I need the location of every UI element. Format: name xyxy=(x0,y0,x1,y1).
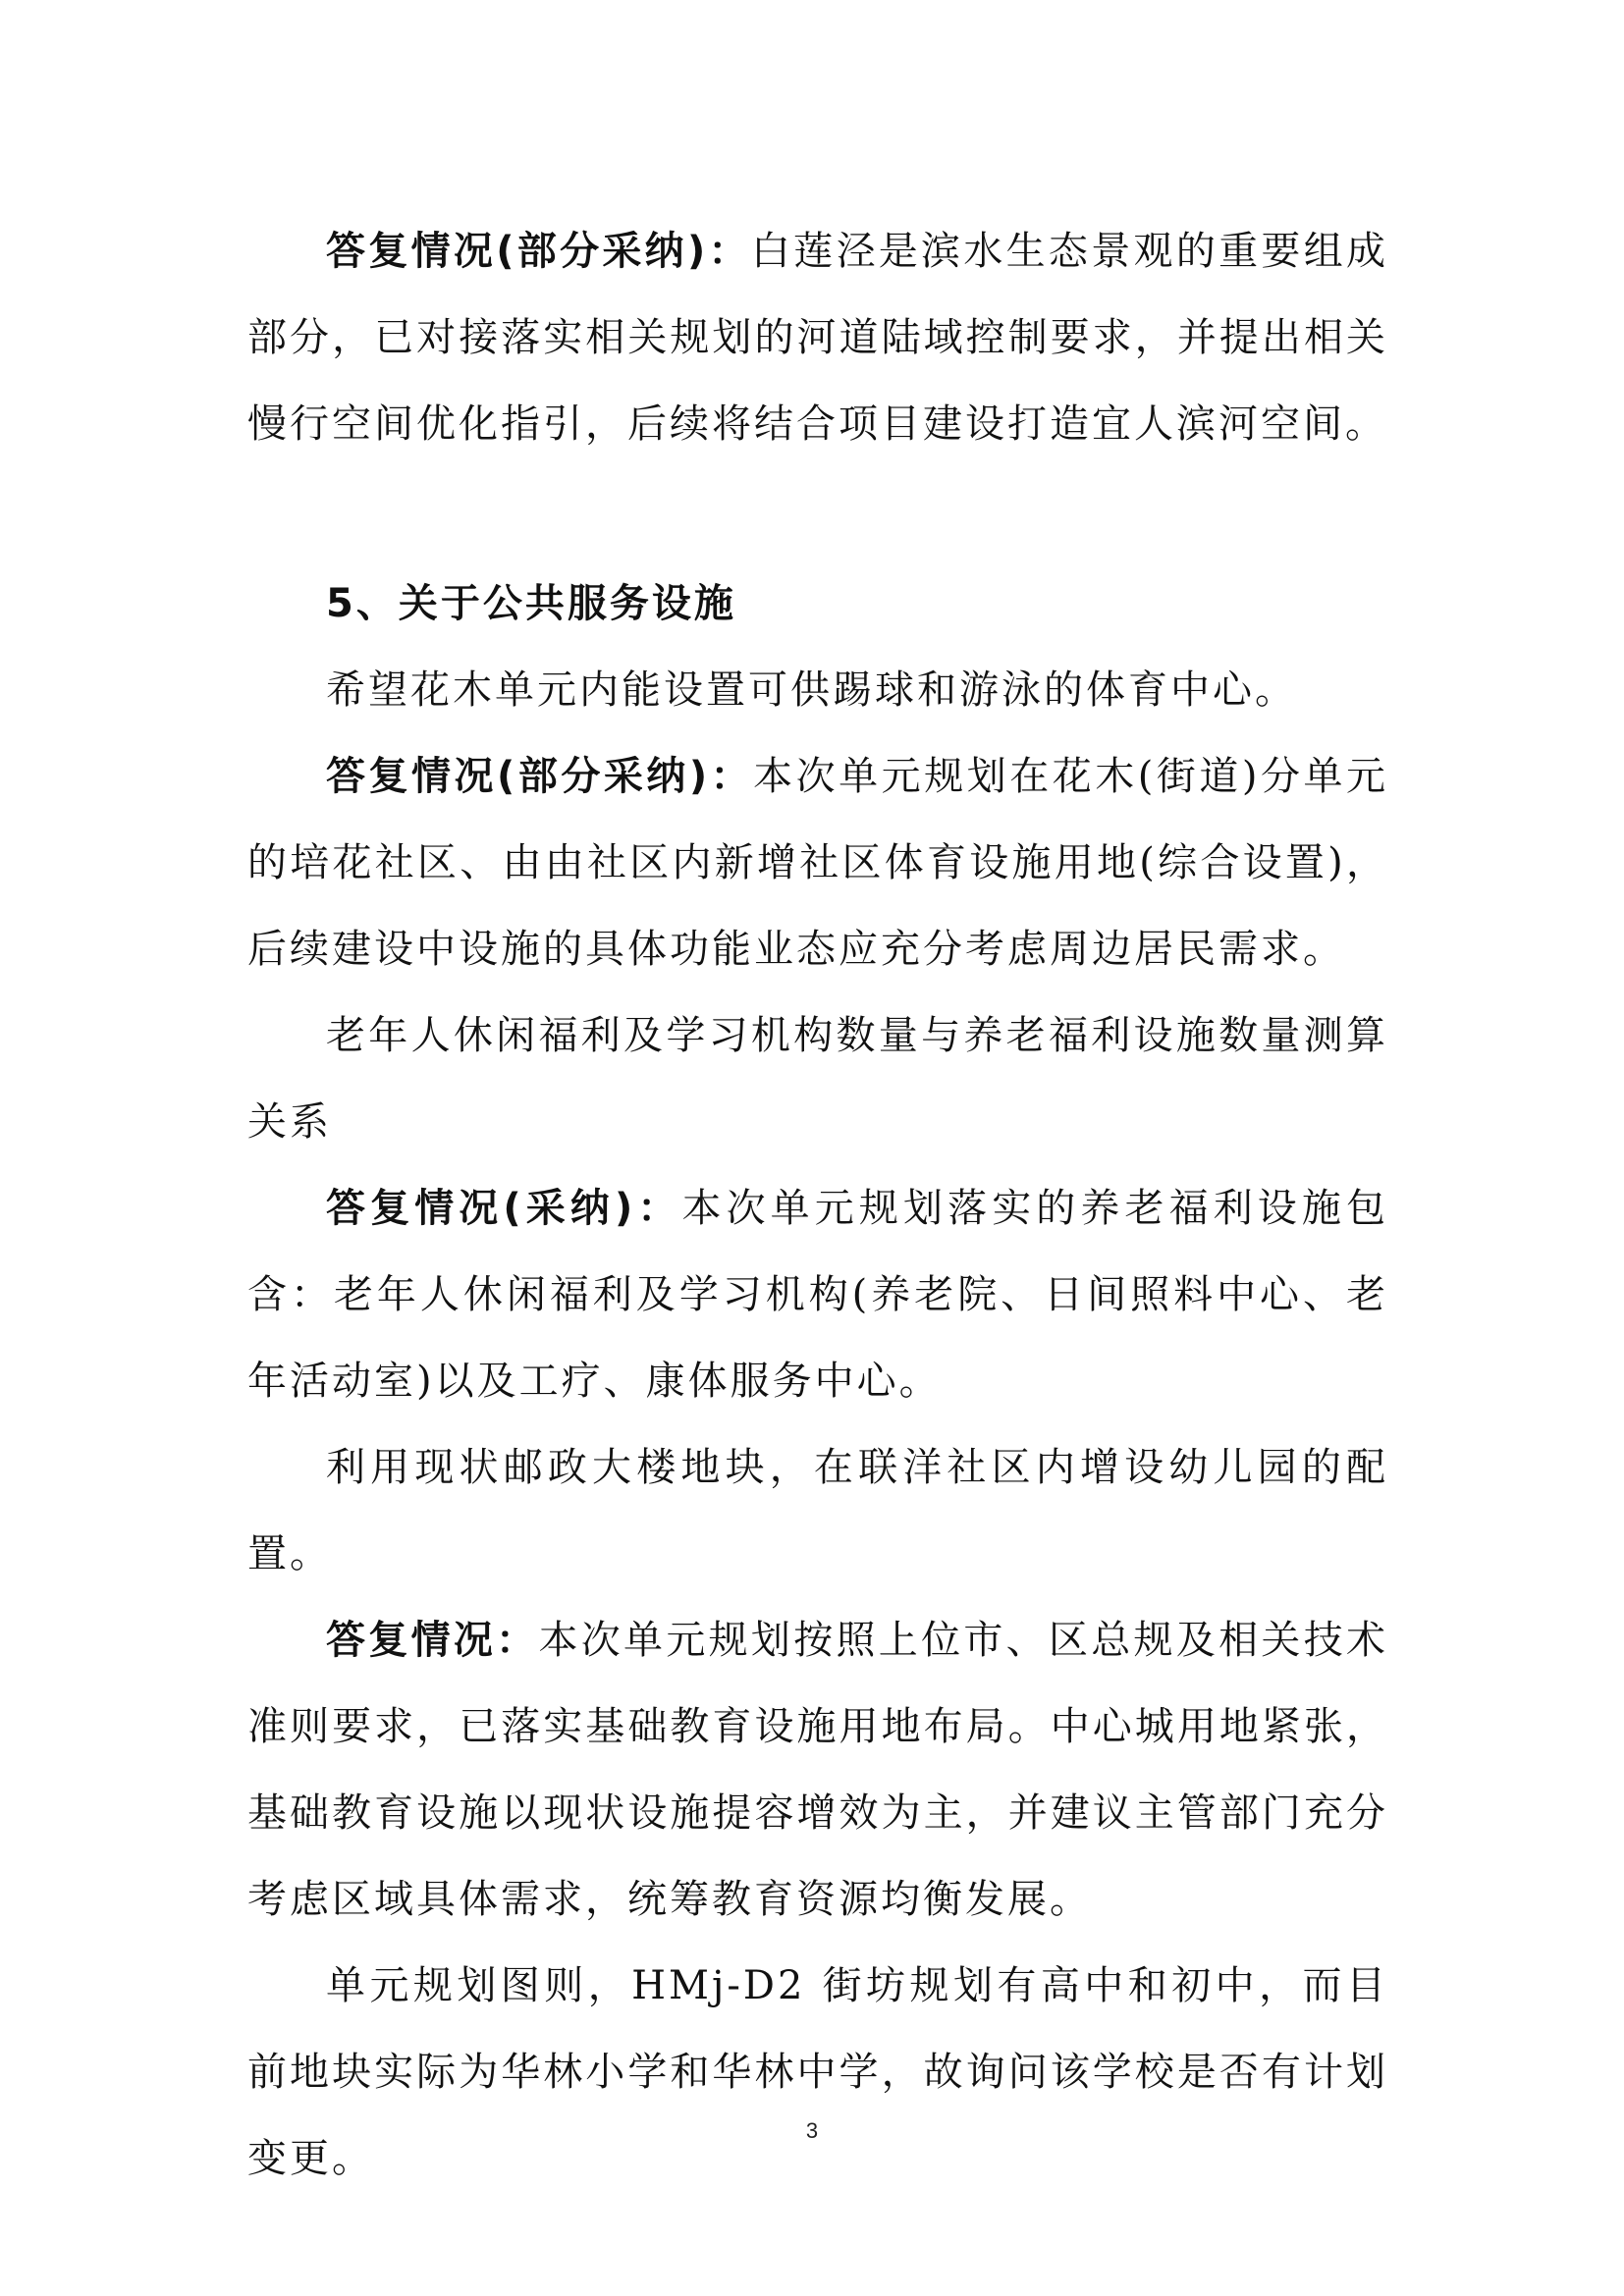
reply-text: 本次单元规划按照上位市、区总规及相关技术准则要求，已落实基础教育设施用地布局。中心城用地紧张，基础教育设施以现状设施提容增效为主，并建议主管部门充分考虑区域具体需求，统筹教育资源均衡发展。 xyxy=(247,1618,1389,1922)
reply-paragraph xyxy=(247,1597,1388,1943)
reply-label: 答复情况(采纳)： xyxy=(326,1186,682,1231)
reply-text: 本次单元规划在花木(街道)分单元的培花社区、由由社区内新增社区体育设施用地(综合设置)，后续建设中设施的具体功能业态应充分考虑周边居民需求。 xyxy=(247,754,1388,972)
reply-paragraph xyxy=(247,208,1388,467)
reply-label: 答复情况： xyxy=(326,1618,539,1663)
page-content xyxy=(247,208,1388,2202)
section-gap xyxy=(247,467,1388,561)
reply-text: 白莲泾是滨水生态景观的重要组成部分，已对接落实相关规划的河道陆域控制要求，并提出相关慢行空间优化指引，后续将结合项目建设打造宜人滨河空间。 xyxy=(247,229,1389,447)
reply-text: 本次单元规划落实的养老福利设施包含：老年人休闲福利及学习机构(养老院、日间照料中心、老年活动室)以及工疗、康体服务中心。 xyxy=(247,1186,1389,1404)
page-number: 3 xyxy=(805,2118,819,2143)
reply-label: 答复情况(部分采纳)： xyxy=(326,229,751,274)
section-heading: 5、关于公共服务设施 xyxy=(326,581,736,626)
question-paragraph: 利用现状邮政大楼地块，在联洋社区内增设幼儿园的配置。 xyxy=(247,1445,1388,1576)
question-paragraph: 希望花木单元内能设置可供踢球和游泳的体育中心。 xyxy=(326,667,1297,713)
reply-paragraph xyxy=(247,1165,1388,1424)
reply-paragraph xyxy=(247,733,1388,992)
question-paragraph: 老年人休闲福利及学习机构数量与养老福利设施数量测算关系 xyxy=(247,1013,1388,1145)
reply-label: 答复情况(部分采纳)： xyxy=(326,754,754,799)
question-paragraph: 单元规划图则，HMj-D2 街坊规划有高中和初中，而目前地块实际为华林小学和华林中学，故询问该学校是否有计划变更。 xyxy=(247,1963,1388,2181)
